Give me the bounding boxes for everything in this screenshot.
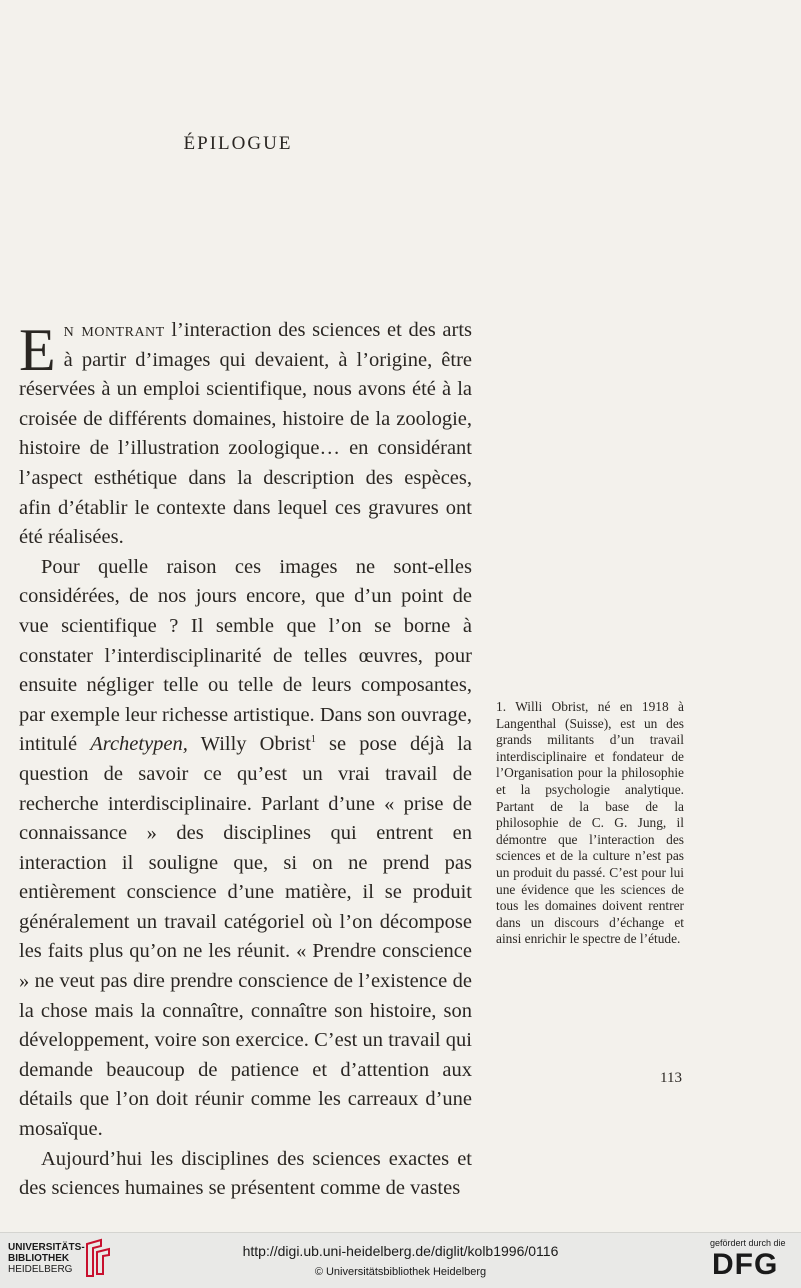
dfg-wordmark: DFG — [712, 1248, 779, 1281]
footer-url-link[interactable]: http://digi.ub.uni-heidelberg.de/diglit/kolb1996/0116 — [242, 1243, 559, 1259]
paragraph-2-before: Pour quelle raison ces images ne sont-elles considérées, de nos jours encore, que d’un point de vue scientifique ? Il semble que l’on se borne à constater l’interdisciplinarité de telles œuvres, pour ensuite négliger telle ou telle de leurs composantes, par exemple leur richesse artistique. Dans son ouvrage, intitulé — [19, 555, 472, 756]
logo-line-1: UNIVERSITÄTS- — [8, 1242, 85, 1253]
footer-bar — [0, 1232, 801, 1288]
footnote-reference: 1 — [310, 734, 316, 746]
logo-line-2: BIBLIOTHEK — [8, 1253, 70, 1264]
paragraph-3: Aujourd’hui les disciplines des sciences exactes et des sciences humaines se présentent comme de vastes — [19, 1147, 472, 1200]
logo-line-3: HEIDELBERG — [8, 1264, 73, 1275]
drop-cap: E — [19, 317, 56, 383]
author-name: Willy Obrist — [187, 733, 311, 756]
footnote: 1. Willi Obrist, né en 1918 à Langenthal (Suisse), est un des grands militants d’un travail interdisciplinaire et fondateur de l’Organisation pour la philosophie et la psychologie analytique. Partant de la base de la philosophie de C. G. Jung, il démontre que l’interaction des sciences et de la culture n’est pas un produit du passé. C’est pour lui une évidence que les sciences de tous les domaines doivent rentrer dans un discours d’échange et ainsi enrichir le spectre de l’étude. — [496, 699, 684, 947]
paragraph-2 — [19, 553, 472, 1145]
main-text — [19, 316, 472, 1204]
page-number: 113 — [660, 1070, 682, 1086]
funding-caption: gefördert durch die — [710, 1238, 786, 1248]
page-title: ÉPILOGUE — [183, 133, 293, 154]
paragraph-2-after: se pose déjà la question de savoir ce qu’est un vrai travail de recherche interdisciplinaire. Parlant d’une « prise de connaissance » des disciplines qui entrent en interaction il souligne que, si on ne prend pas entièrement conscience d’une matière, il se produit généralement un travail catégoriel où l’on décompose les faits plus qu’on ne les réunit. « Prendre conscience » ne veut pas dire prendre conscience de l’existence de la chose mais la connaître, connaître son histoire, son développement, voire son exercice. C’est un travail qui demande beaucoup de patience et d’attention aux détails que l’on doit réunir comme les carreaux d’une mosaïque. — [19, 733, 473, 1141]
dfg-logo[interactable] — [700, 1236, 796, 1284]
footer-copyright: © Universitätsbibliothek Heidelberg — [314, 1266, 487, 1278]
paragraph-1 — [19, 316, 472, 553]
book-title-archetypen: Archetypen, — [90, 733, 188, 756]
opening-small-caps: n montrant — [63, 319, 165, 341]
paragraph-1-text: l’interaction des sciences et des arts à partir d’images qui devaient, à l’origine, être réservées à un emploi scientifique, nous avons été à la croisée de différents domaines, histoire de la zoologie, histoire de l’illustration zoologique… en considérant l’aspect esthétique dans la description des espèces, afin d’établir le contexte dans lequel ces gravures ont été réalisées. — [19, 319, 472, 549]
